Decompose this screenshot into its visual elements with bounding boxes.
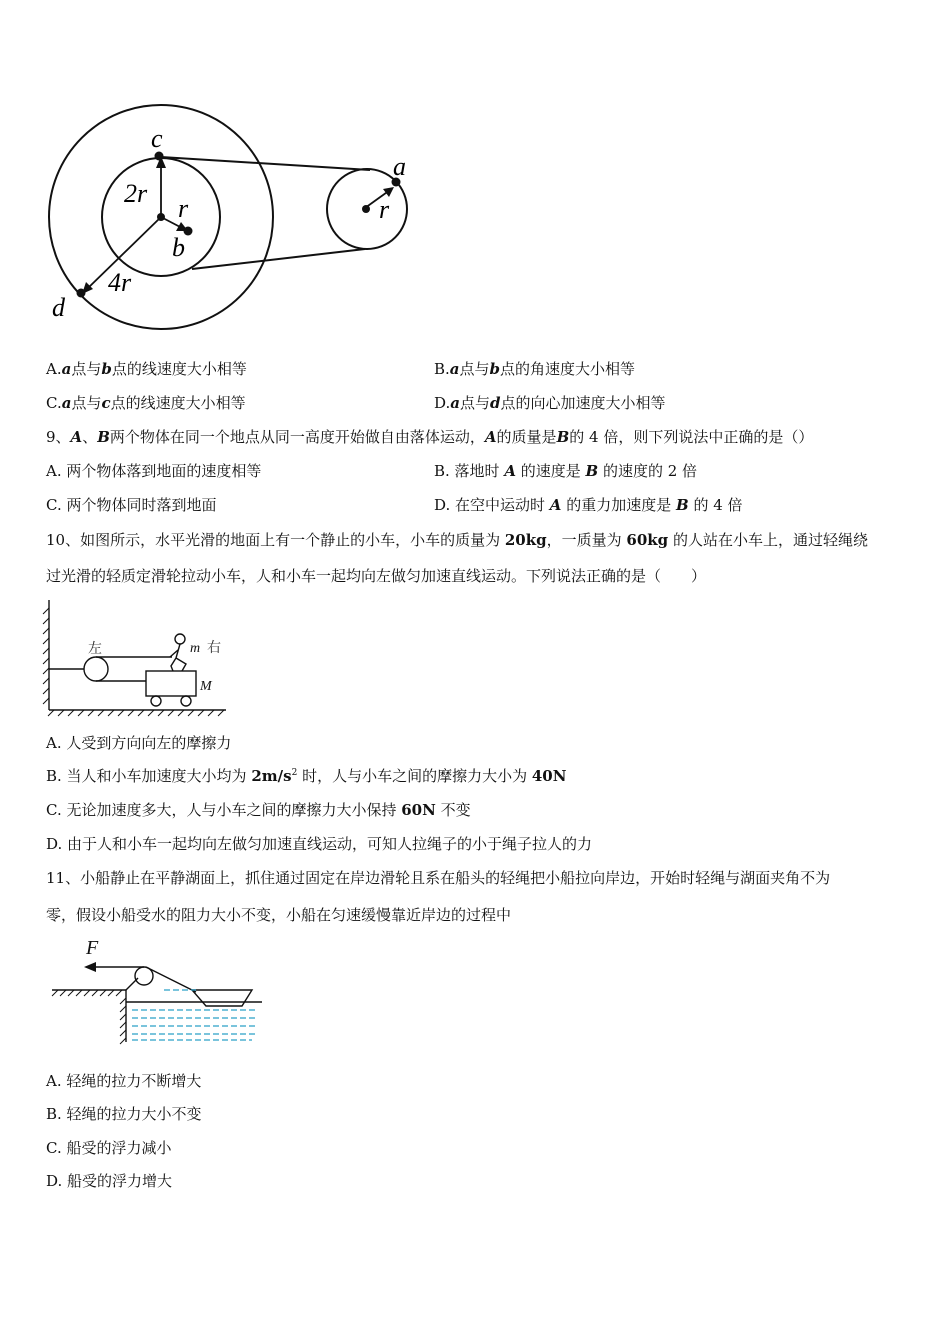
label-F: F [86, 937, 99, 959]
q9-options-row2 [46, 495, 743, 515]
q8-option-a: A.a点与b点的线速度大小相等 [46, 360, 247, 378]
q8-options-row1 [46, 359, 636, 379]
cart-pulley-diagram [40, 596, 240, 718]
wheel-diagram [40, 96, 420, 336]
label-d: d [52, 293, 65, 322]
q11-option-b: B. 轻绳的拉力大小不变 [46, 1105, 202, 1123]
cart-body [146, 671, 196, 696]
q8-option-d: D.a点与d点的向心加速度大小相等 [434, 394, 666, 412]
q11-option-c: C. 船受的浮力减小 [46, 1139, 172, 1157]
cart-wheel [151, 696, 161, 706]
label-a: a [393, 152, 406, 181]
q9-stem: 9、A、B两个物体在同一个地点从同一高度开始做自由落体运动，A的质量是B的 4 倍，则下列说法中正确的是（） [46, 428, 814, 446]
q11-option-d: D. 船受的浮力增大 [46, 1172, 173, 1190]
q9-option-c: C. 两个物体同时落到地面 [46, 496, 217, 514]
boat [192, 990, 252, 1006]
q9-options-row1 [46, 461, 698, 481]
q11-option-a: A. 轻绳的拉力不断增大 [46, 1072, 202, 1090]
label-right: 右 [207, 641, 221, 656]
q10-stem-line2: 过光滑的轻质定滑轮拉动小车，人和小车一起均向左做匀加速直线运动。下列说法正确的是（ ） [46, 567, 707, 585]
label-2r: 2r [124, 179, 148, 208]
belt-bottom [192, 249, 365, 269]
boat-pulley-diagram [46, 934, 268, 1046]
q8-option-b: B.a点与b点的角速度大小相等 [434, 360, 636, 378]
label-M: M [200, 679, 212, 694]
q11-stem-line1: 11、小船静止在平静湖面上，抓住通过固定在岸边滑轮且系在船头的轻绳把小船拉向岸边，开始时轻绳与湖面夹角不为 [46, 869, 831, 887]
q10-option-b: B. 当人和小车加速度大小均为 $2m/s^2$ 时，人与小车之间的摩擦力大小为 40N [46, 767, 567, 785]
q9-option-a: A. 两个物体落到地面的速度相等 [46, 462, 262, 480]
force-arrowhead-icon [84, 962, 96, 972]
small-center-point [362, 205, 370, 213]
point-d [77, 289, 86, 298]
q10-option-a: A. 人受到方向向左的摩擦力 [46, 734, 232, 752]
water [132, 990, 258, 1040]
label-m: m [190, 641, 201, 656]
q11-stem-line2: 零，假设小船受水的阻力大小不变，小船在匀速缓慢靠近岸边的过程中 [46, 906, 512, 924]
center-point [157, 213, 165, 221]
q10-option-c: C. 无论加速度多大，人与小车之间的摩擦力大小保持 60N 不变 [46, 801, 471, 819]
label-left: 左 [88, 642, 102, 657]
label-r-small: r [379, 195, 390, 224]
q8-options-row2 [46, 393, 666, 413]
q9-option-b: B. 落地时 A 的速度是 B 的速度的 2 倍 [434, 462, 698, 480]
person-head [175, 634, 185, 644]
cart-wheel [181, 696, 191, 706]
label-r-center: r [178, 194, 189, 223]
q10-stem-line1: 10、如图所示，水平光滑的地面上有一个静止的小车，小车的质量为 20kg，一质量为 60kg 的人站在小车上，通过轻绳绕 [46, 531, 868, 549]
pulley-wheel [84, 657, 108, 681]
label-c: c [151, 124, 163, 153]
label-b: b [172, 233, 185, 262]
person-leg [171, 658, 176, 671]
q10-option-d: D. 由于人和小车一起均向左做匀加速直线运动，可知人拉绳子的小于绳子拉人的力 [46, 835, 593, 853]
label-4r: 4r [108, 268, 132, 297]
q8-option-c: C.a点与c点的线速度大小相等 [46, 394, 246, 412]
rope-to-boat [146, 967, 196, 992]
person-leg [176, 658, 186, 671]
q9-option-d: D. 在空中运动时 A 的重力加速度是 B 的 4 倍 [434, 496, 743, 514]
